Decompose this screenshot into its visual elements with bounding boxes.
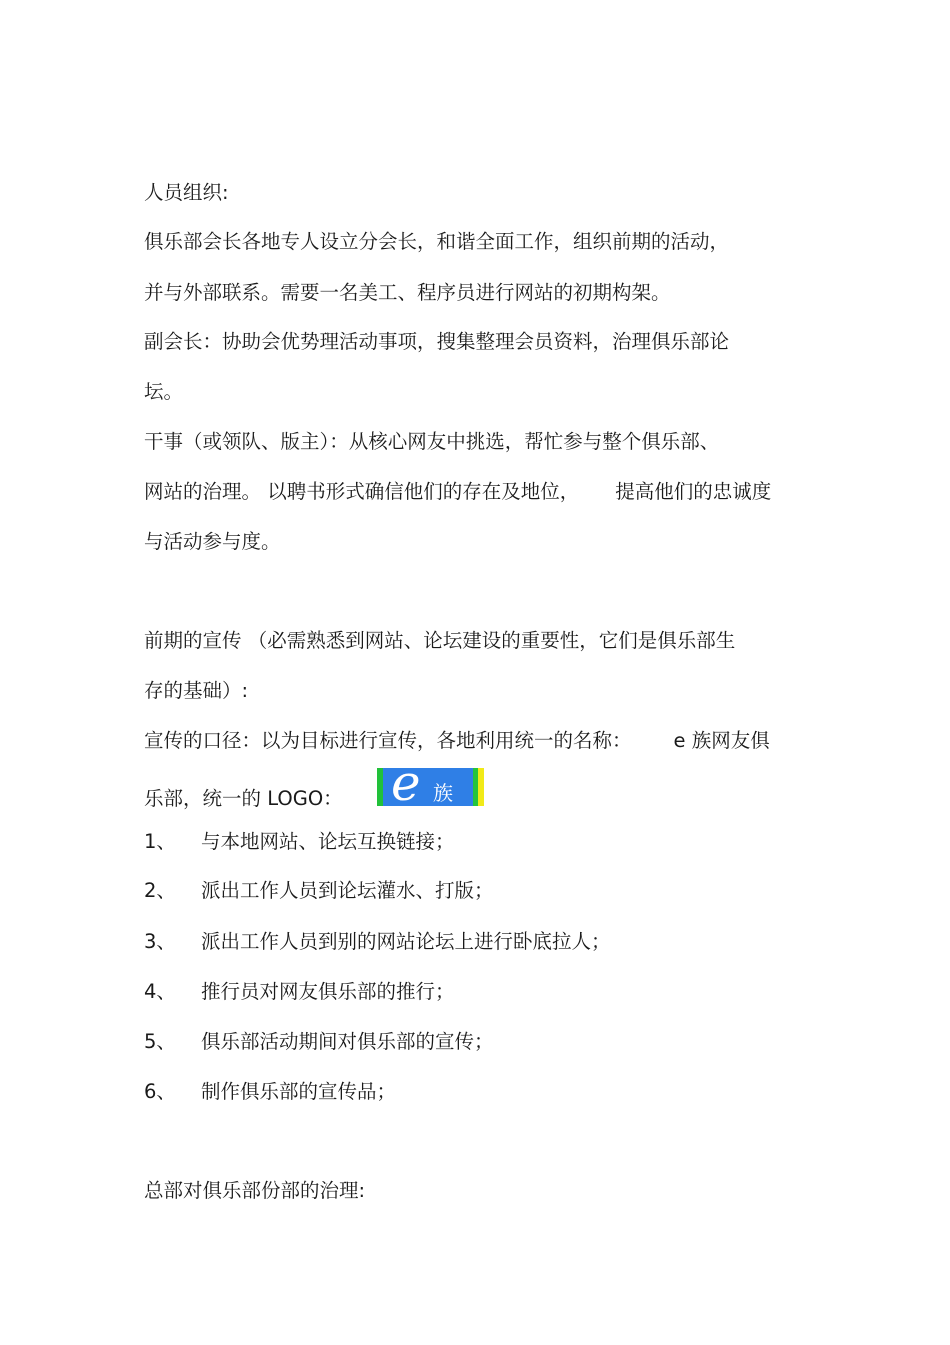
e-zu-logo-image (377, 768, 484, 806)
list-item: 5、 俱乐部活动期间对俱乐部的宣传； (144, 1030, 494, 1053)
paragraph-line: 坛。 (144, 380, 184, 403)
list-item: 2、 派出工作人员到论坛灌水、打版； (144, 879, 494, 902)
paragraph-line: 乐部，统一的 LOGO： (144, 787, 343, 810)
paragraph-line: 存的基础）: (144, 679, 249, 702)
section-heading-promotion: 前期的宣传 （必需熟悉到网站、论坛建设的重要性，它们是俱乐部生 (144, 629, 736, 652)
section-heading-management: 总部对俱乐部份部的治理: (144, 1179, 366, 1202)
list-item: 4、 推行员对网友俱乐部的推行； (144, 980, 455, 1003)
logo-green-bar (377, 768, 383, 806)
logo-letter: e (391, 768, 421, 806)
paragraph-line: 并与外部联系。需要一名美工、程序员进行网站的初期构架。 (144, 281, 671, 304)
list-item: 1、 与本地网站、论坛互换链接； (144, 830, 455, 853)
logo-char: 族 (433, 781, 453, 805)
list-item: 6、 制作俱乐部的宣传品； (144, 1080, 397, 1103)
paragraph-line: 俱乐部会长各地专人设立分会长，和谐全面工作，组织前期的活动， (144, 230, 730, 253)
section-heading-personnel: 人员组织: (144, 181, 229, 204)
list-item: 3、 派出工作人员到别的网站论坛上进行卧底拉人； (144, 930, 611, 953)
paragraph-line: 宣传的口径：以为目标进行宣传，各地利用统一的名称： e 族网友俱 (144, 729, 770, 752)
paragraph-line: 干事（或领队、版主）：从核心网友中挑选，帮忙参与整个俱乐部、 (144, 430, 720, 453)
paragraph-line: 网站的治理。 以聘书形式确信他们的存在及地位， 提高他们的忠诚度 (144, 480, 772, 503)
paragraph-line: 与活动参与度。 (144, 530, 281, 553)
logo-yellow-bar (478, 768, 484, 806)
paragraph-line: 副会长：协助会优势理活动事项，搜集整理会员资料，治理俱乐部论 (144, 330, 730, 353)
